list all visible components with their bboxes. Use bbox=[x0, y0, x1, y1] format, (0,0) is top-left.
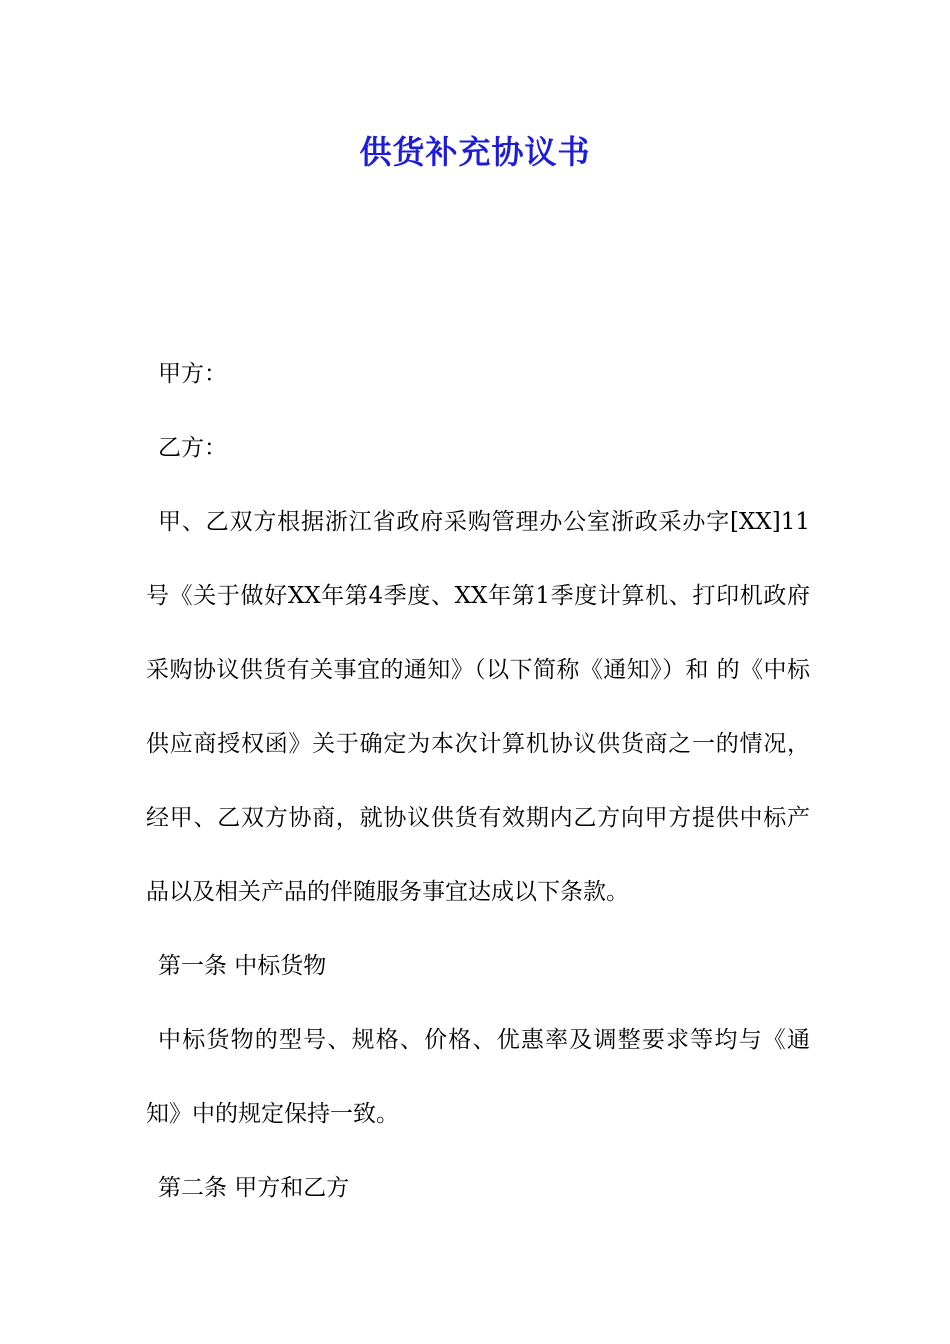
article-2-heading: 第二条 甲方和乙方 bbox=[158, 1175, 350, 1201]
article-1-paragraph: 中标货物的型号、规格、价格、优惠率及调整要求等均与《通知》中的规定保持一致。 bbox=[146, 1027, 810, 1127]
party-a-line: 甲方： bbox=[158, 361, 227, 387]
party-b-line: 乙方： bbox=[158, 435, 227, 461]
document-title: 供货补充协议书 bbox=[359, 133, 591, 171]
document-body bbox=[146, 337, 810, 1225]
preamble-paragraph: 甲、乙双方根据浙江省政府采购管理办公室浙政采办字[XX]11号《关于做好XX年第4季度、XX年第1季度计算机、打印机政府采购协议供货有关事宜的通知》（以下简称《通知》）和 的《中标供应商授权函》关于确定为本次计算机协议供货商之一的情况，经甲、乙双方协商，就协议供货有效期内乙方向甲方提供中标产品以及相关产品的伴随服务事宜达成以下条款。 bbox=[146, 509, 810, 905]
article-1-heading: 第一条 中标货物 bbox=[158, 953, 327, 979]
